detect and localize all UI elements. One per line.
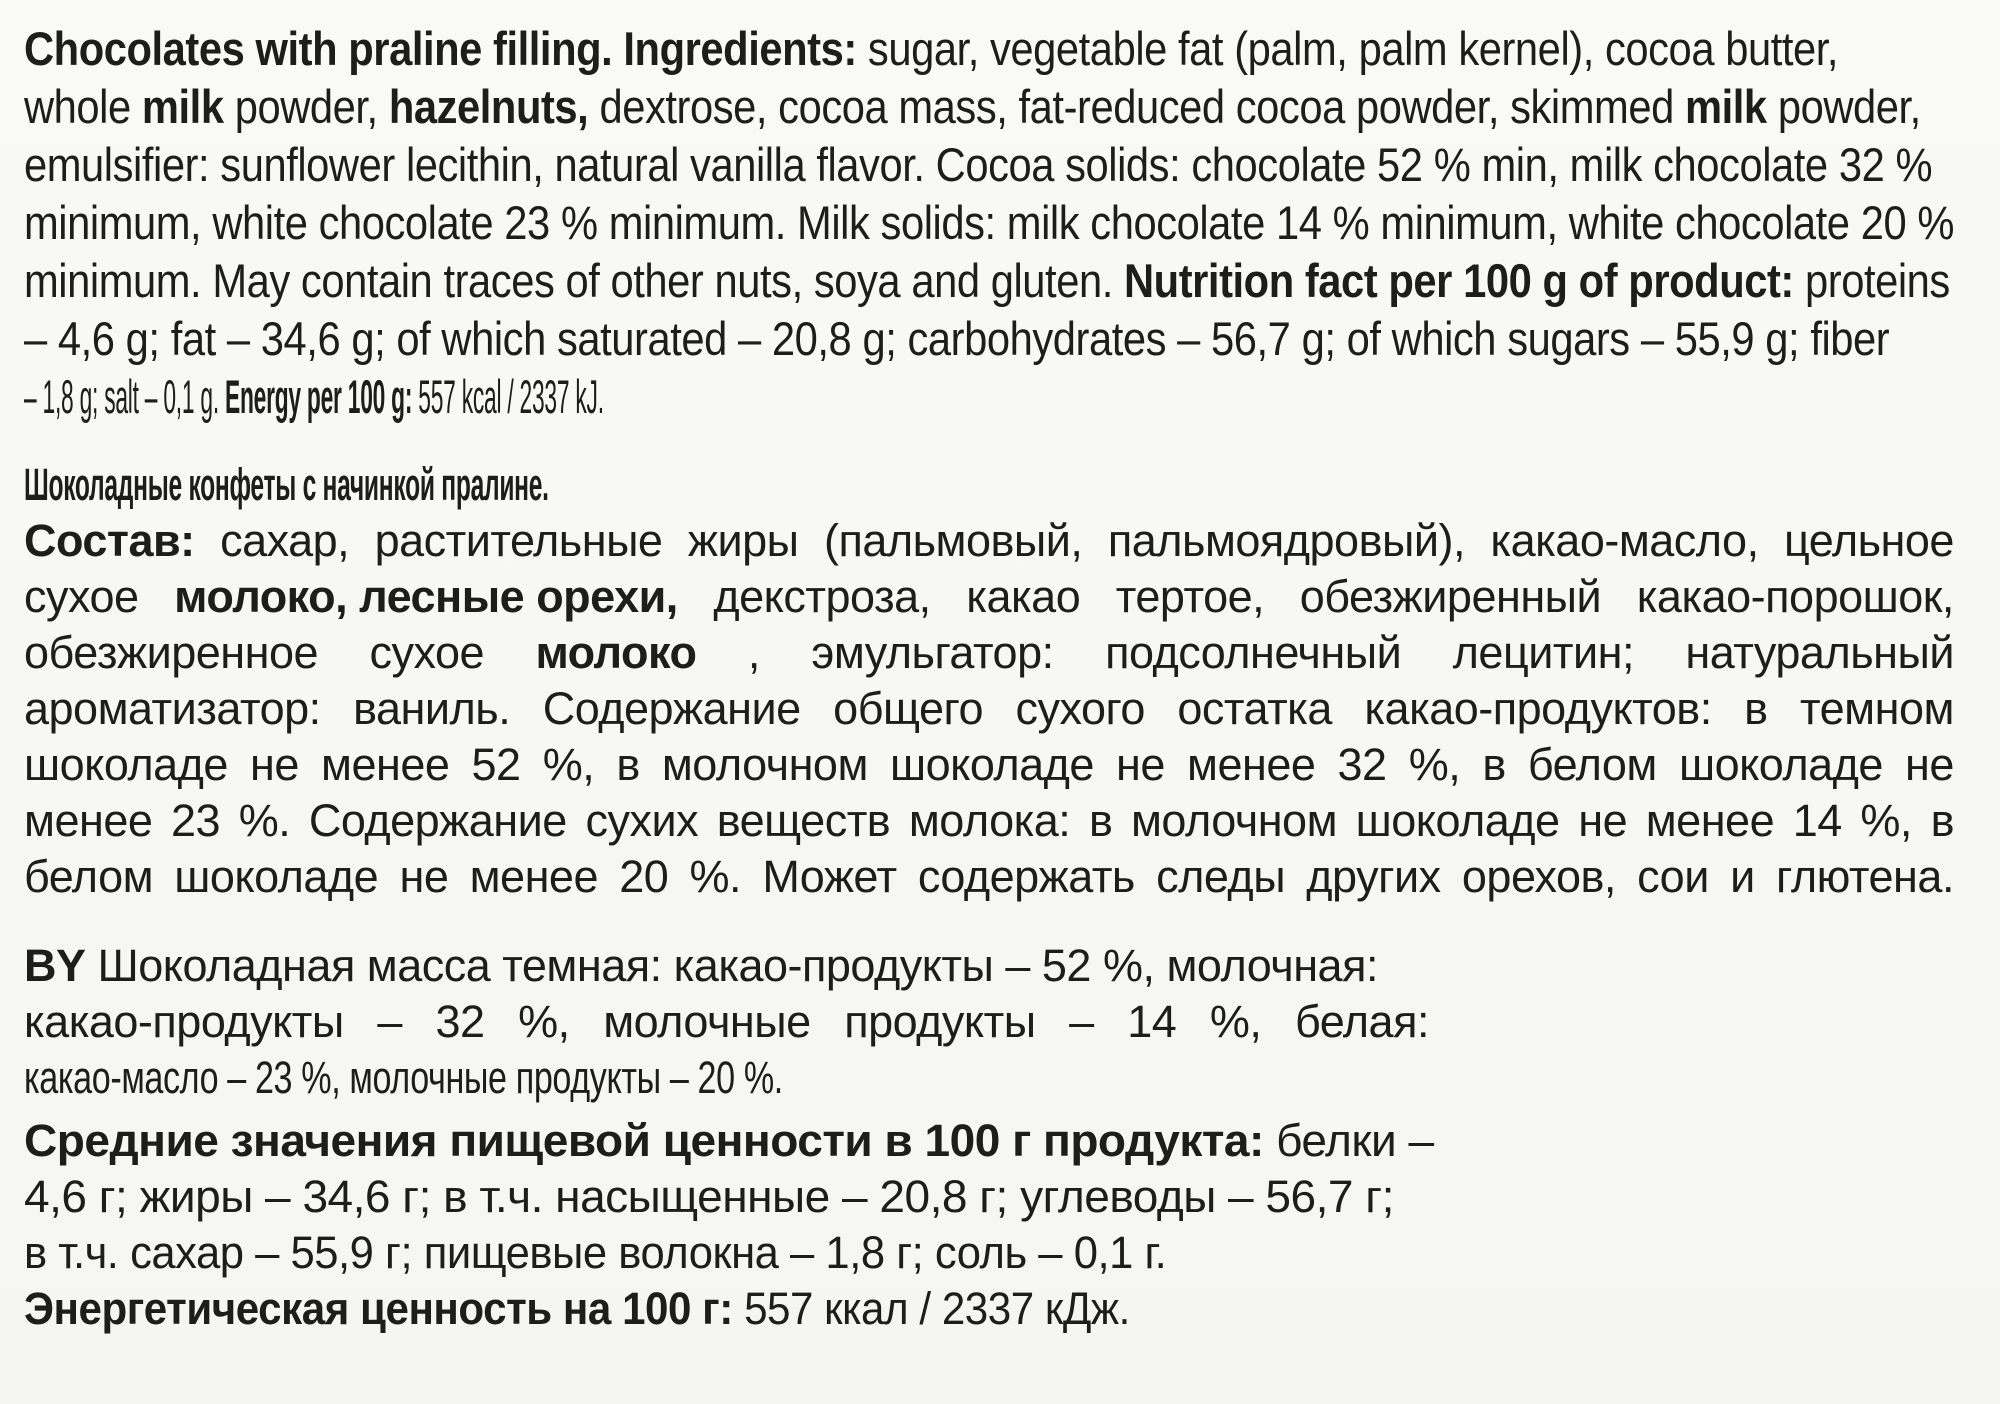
label-text: общего: [833, 683, 983, 734]
label-text: не: [1578, 795, 1628, 846]
label-bold-text: Шоколадные конфеты с начинкой пралине.: [24, 459, 549, 510]
label-text: белки –: [1263, 1115, 1434, 1166]
label-text: – 1,8 g; salt – 0,1 g.: [24, 370, 226, 423]
label-text: шоколаде: [1678, 739, 1883, 790]
label-text: (пальмовый,: [823, 515, 1083, 566]
label-bold-text: молоко: [535, 627, 697, 678]
label-text: 52: [471, 739, 521, 790]
english-line: [24, 78, 1954, 136]
label-text: %,: [542, 739, 595, 790]
label-text: какао-порошок,: [1636, 571, 1954, 622]
label-bold-text: hazelnuts,: [388, 80, 589, 133]
label-text: сои: [1637, 851, 1709, 902]
label-bold-text: Nutrition fact per 100 g of product:: [1123, 254, 1794, 307]
label-text: сухое: [24, 571, 139, 622]
russian-line: [24, 793, 1954, 849]
label-bold-text: Energy per 100 g:: [225, 370, 413, 423]
label-text: minimum, white chocolate 23 % minimum. Milk solids: milk chocolate 14 % minimum, white chocolate 20 %: [24, 196, 1954, 249]
label-text: emulsifier: sunflower lecithin, natural vanilla flavor. Cocoa solids: chocolate 52 % min, milk chocolate 32 %: [24, 138, 1933, 191]
label-text: шоколаде: [890, 739, 1094, 790]
label-text: powder,: [223, 80, 389, 133]
english-line: [24, 310, 1954, 368]
label-text: обезжиренный: [1299, 571, 1602, 622]
label-text: Может: [762, 851, 897, 902]
label-text: powder,: [1766, 80, 1921, 133]
label-text: остатка: [1177, 683, 1332, 734]
english-line: [24, 20, 1954, 78]
label-text: 32: [435, 996, 485, 1047]
label-text: подсолнечный: [1105, 627, 1402, 678]
label-text: minimum. May contain traces of other nuts, soya and gluten.: [24, 254, 1124, 307]
label-text: Содержание: [308, 795, 567, 846]
label-text: сухое: [369, 627, 485, 678]
russian-line: [24, 513, 1954, 569]
label-text: – 4,6 g; fat – 34,6 g; of which saturated – 20,8 g; carbohydrates – 56,7 g; of which sugars – 55,9 g; fiber: [24, 312, 1890, 365]
label-text: не: [1116, 739, 1165, 790]
english-line: [24, 136, 1954, 194]
label-bold-text: milk: [141, 80, 224, 133]
label-text: сухих: [585, 795, 699, 846]
label-text: 4,6 г; жиры – 34,6 г; в т.ч. насыщенные – 20,8 г; углеводы – 56,7 г;: [24, 1171, 1394, 1222]
label-text: 14: [1792, 795, 1842, 846]
label-text: в: [1930, 795, 1954, 846]
label-text: белом: [1527, 739, 1657, 790]
label-text: 557 kcal / 2337 kJ.: [412, 370, 604, 423]
english-ingredients-block: [24, 20, 2000, 426]
label-text: шоколаде: [1355, 795, 1560, 846]
label-text: лецитин;: [1452, 627, 1634, 678]
label-text: менее: [469, 851, 598, 902]
label-text: в: [1482, 739, 1506, 790]
label-text: молочные: [603, 996, 811, 1047]
label-text: какао-масло,: [1490, 515, 1759, 566]
label-text: не: [1905, 739, 1954, 790]
label-text: 20: [619, 851, 669, 902]
english-line: [24, 368, 1079, 426]
label-text: сахар,: [220, 515, 350, 566]
russian-line: [24, 569, 1954, 625]
nutrition_ru-line: [24, 1281, 1314, 1337]
russian-nutrition-block: [24, 1113, 1434, 1337]
label-text: менее: [1187, 739, 1316, 790]
label-text: содержать: [917, 851, 1135, 902]
label-text: эмульгатор:: [811, 627, 1054, 678]
label-text: сухого: [1015, 683, 1145, 734]
label-text: в: [1744, 683, 1768, 734]
label-text: Шоколадная масса темная: какао-продукты – 52 %, молочная:: [85, 940, 1378, 991]
label-bold-text: молоко, лесные орехи,: [174, 571, 678, 622]
label-text: %.: [238, 795, 291, 846]
label-text: белая:: [1294, 996, 1429, 1047]
label-text: орехов,: [1461, 851, 1616, 902]
label-text: ваниль.: [353, 683, 511, 734]
label-text: веществ: [716, 795, 891, 846]
label-text: молочном: [1130, 795, 1338, 846]
label-text: какао: [966, 571, 1081, 622]
label-text: и: [1730, 851, 1755, 902]
label-text: %,: [518, 996, 570, 1047]
label-text: обезжиренное: [24, 627, 319, 678]
label-bold-text: Энергетическая ценность на 100 г:: [24, 1283, 733, 1334]
russian-ingredients-block: [24, 457, 1954, 905]
nutrition_ru-line: [24, 1225, 1359, 1281]
label-text: ароматизатор:: [24, 683, 321, 734]
label-text: не: [250, 739, 299, 790]
belarus-line: [24, 1050, 1089, 1106]
label-text: шоколаде: [174, 851, 379, 902]
label-text: молочном: [661, 739, 868, 790]
label-text: whole: [24, 80, 142, 133]
label-text: пальмоядровый),: [1107, 515, 1465, 566]
label-text: шоколаде: [24, 739, 228, 790]
label-text: в т.ч. сахар – 55,9 г; пищевые волокна – 1,8 г; соль – 0,1 г.: [24, 1227, 1167, 1278]
label-text: %.: [689, 851, 742, 902]
label-text: %,: [1408, 739, 1461, 790]
label-text: растительные: [374, 515, 663, 566]
label-text: dextrose, cocoa mass, fat-reduced cocoa powder, skimmed: [588, 80, 1685, 133]
russian-line: [24, 737, 1954, 793]
russian-line: [24, 457, 1079, 513]
label-text: цельное: [1784, 515, 1954, 566]
label-text: менее: [321, 739, 450, 790]
label-text: жиры: [687, 515, 799, 566]
russian-line: [24, 849, 1954, 905]
label-text: не: [399, 851, 449, 902]
label-text: %,: [1860, 795, 1912, 846]
label-bold-text: milk: [1684, 80, 1767, 133]
label-text: 557 ккал / 2337 кДж.: [732, 1283, 1130, 1334]
english-line: [24, 194, 1954, 252]
label-text: белом: [24, 851, 154, 902]
label-text: глютена.: [1775, 851, 1954, 902]
label-text: других: [1306, 851, 1441, 902]
label-text: 23: [171, 795, 221, 846]
label-bold-text: Средние значения пищевой ценности в 100 г продукта:: [24, 1115, 1264, 1166]
label-text: %,: [1209, 996, 1262, 1047]
label-text: proteins: [1793, 254, 1950, 307]
label-text: в: [1088, 795, 1113, 846]
label-text: –: [377, 996, 402, 1047]
english-line: [24, 252, 1954, 310]
label-text: продукты: [844, 996, 1036, 1047]
label-text: 14: [1127, 996, 1177, 1047]
nutrition_ru-line: [24, 1113, 1434, 1169]
label-text: в: [616, 739, 640, 790]
label-text: темном: [1800, 683, 1954, 734]
label-bold-text: Chocolates with praline filling. Ingredients:: [24, 22, 857, 75]
label-text: менее: [24, 795, 153, 846]
label-text: тертое,: [1115, 571, 1265, 622]
belarus-line: [24, 994, 1429, 1050]
label-text: какао-масло – 23 %, молочные продукты – 20 %.: [24, 1052, 783, 1103]
label-text: менее: [1645, 795, 1775, 846]
label-text: какао-продуктов:: [1364, 683, 1712, 734]
label-text: молока:: [908, 795, 1071, 846]
label-bold-text: Состав:: [24, 515, 195, 566]
belarus-composition-block: [24, 938, 1429, 1106]
russian-line: [24, 681, 1954, 737]
label-text: Содержание: [542, 683, 801, 734]
label-text: 32: [1337, 739, 1387, 790]
label-text: декстроза,: [713, 571, 931, 622]
russian-line: [24, 625, 1954, 681]
label-text: sugar, vegetable fat (palm, palm kernel), cocoa butter,: [856, 22, 1839, 75]
belarus-line: [24, 938, 1429, 994]
label-bold-text: BY: [24, 940, 86, 991]
nutrition_ru-line: [24, 1169, 1434, 1225]
label-text: какао-продукты: [24, 996, 344, 1047]
label-text: следы: [1156, 851, 1286, 902]
label-text: натуральный: [1685, 627, 1954, 678]
label-text: ,: [747, 627, 760, 678]
label-text: –: [1069, 996, 1094, 1047]
